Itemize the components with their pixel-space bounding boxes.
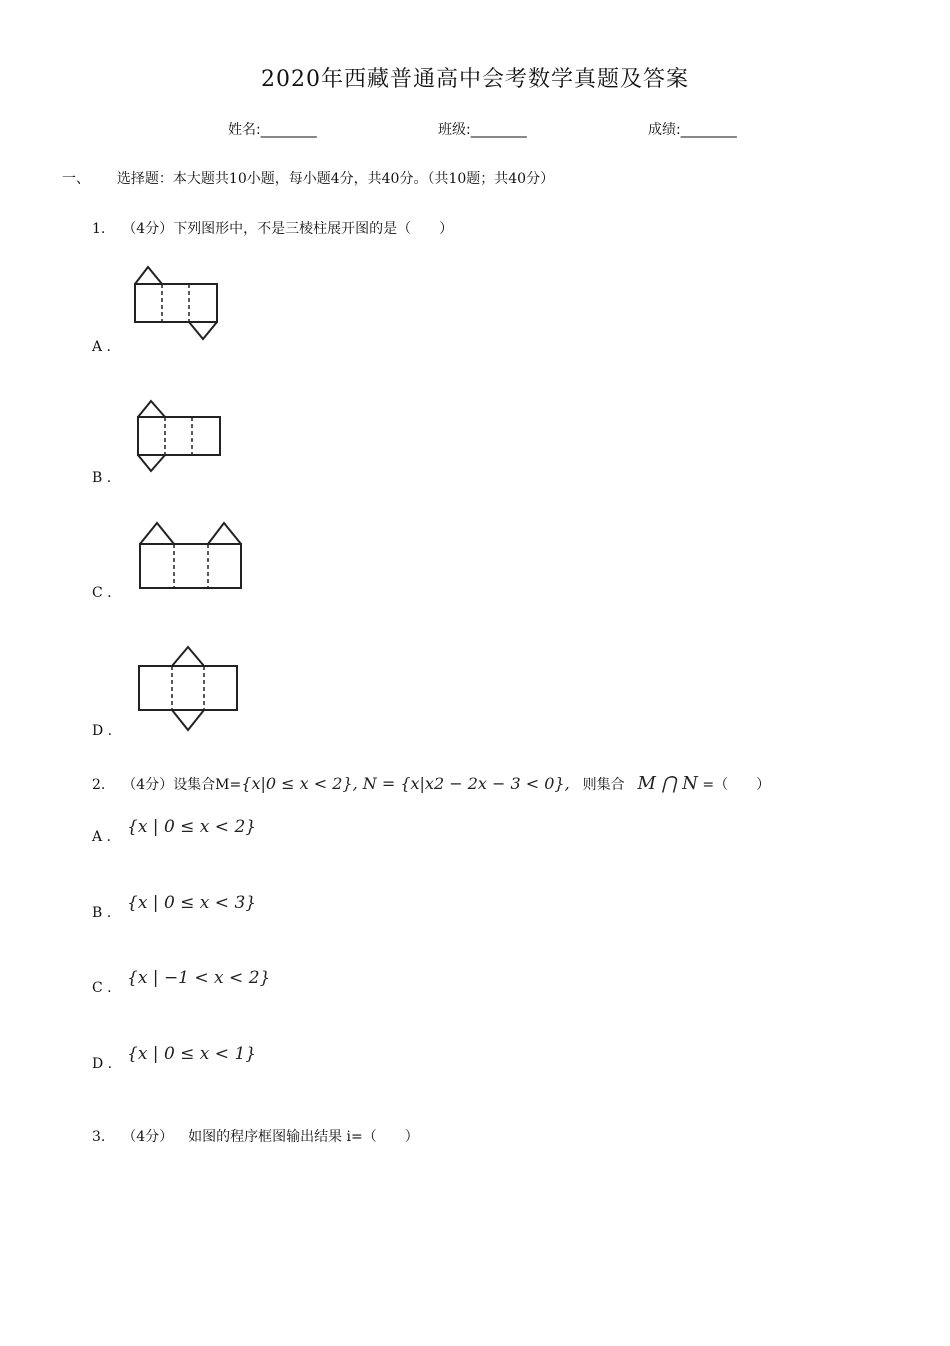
question-text: 如图的程序框图输出结果 i=（ ）: [188, 1129, 419, 1145]
q2-option-b-value[interactable]: {x | 0 ≤ x < 3}: [127, 893, 257, 913]
question-text-before: 设集合M=: [173, 777, 242, 793]
option-label: B .: [92, 905, 112, 921]
question-text-after: =（ ）: [702, 777, 771, 793]
triangle-face: [135, 267, 162, 284]
section-number: 一、: [62, 171, 90, 187]
net-rectangle: [138, 417, 220, 455]
q2-option-c[interactable]: [92, 980, 112, 996]
question-number: 1.: [92, 221, 106, 237]
question-score: （4分）: [122, 221, 174, 237]
net-rectangle: [139, 666, 237, 710]
question-number: 3.: [92, 1129, 106, 1145]
q1-option-d-figure[interactable]: [134, 644, 242, 736]
triangle-face: [138, 401, 165, 417]
question-score: （4分）: [122, 777, 174, 793]
q1-option-a-label[interactable]: A .: [92, 339, 112, 355]
triangle-face: [172, 647, 204, 666]
question-1: [92, 218, 453, 238]
q1-option-b-label[interactable]: B .: [92, 470, 112, 486]
q2-option-b[interactable]: [92, 905, 111, 921]
name-field[interactable]: 姓名:________: [228, 122, 317, 138]
q1-option-b-figure[interactable]: [130, 397, 225, 477]
q2-option-d-value[interactable]: {x | 0 ≤ x < 1}: [127, 1044, 257, 1064]
section-text: 选择题：本大题共10小题，每小题4分，共40分。（共10题；共40分）: [116, 171, 555, 187]
section-heading: [62, 168, 554, 188]
set-definition: {x|0 ≤ x < 2}, N = {x|x2 − 2x − 3 < 0},: [241, 774, 570, 793]
q1-option-d-label[interactable]: D .: [92, 723, 113, 739]
class-field[interactable]: 班级:________: [438, 122, 527, 138]
triangle-face: [138, 455, 165, 471]
q2-option-c-value[interactable]: {x | −1 < x < 2}: [127, 968, 271, 988]
question-3: [92, 1126, 419, 1146]
score-field[interactable]: 成绩:________: [648, 122, 737, 138]
triangle-face: [189, 322, 217, 339]
question-2: [92, 773, 770, 794]
triangle-face: [172, 710, 204, 730]
question-score: （4分）: [122, 1129, 174, 1145]
q1-option-a-figure[interactable]: [130, 262, 225, 344]
triangle-face: [140, 523, 174, 544]
question-number: 2.: [92, 777, 106, 793]
option-label: D .: [92, 1056, 113, 1072]
question-text: 下列图形中，不是三棱柱展开图的是（ ）: [173, 221, 454, 237]
option-label: C .: [92, 980, 112, 996]
intersection-expression: M ⋂ N: [637, 773, 698, 794]
net-rectangle: [140, 544, 241, 588]
page-title: 2020年西藏普通高中会考数学真题及答案: [261, 67, 689, 92]
net-rectangle: [135, 284, 217, 322]
question-text-mid: 则集合: [582, 777, 625, 793]
triangle-face: [208, 523, 241, 544]
q1-option-c-label[interactable]: C .: [92, 585, 112, 601]
q2-option-d[interactable]: [92, 1056, 112, 1072]
q2-option-a[interactable]: [92, 829, 111, 845]
option-label: A .: [92, 829, 112, 845]
q2-option-a-value[interactable]: {x | 0 ≤ x < 2}: [127, 817, 257, 837]
q1-option-c-figure[interactable]: [132, 518, 247, 594]
